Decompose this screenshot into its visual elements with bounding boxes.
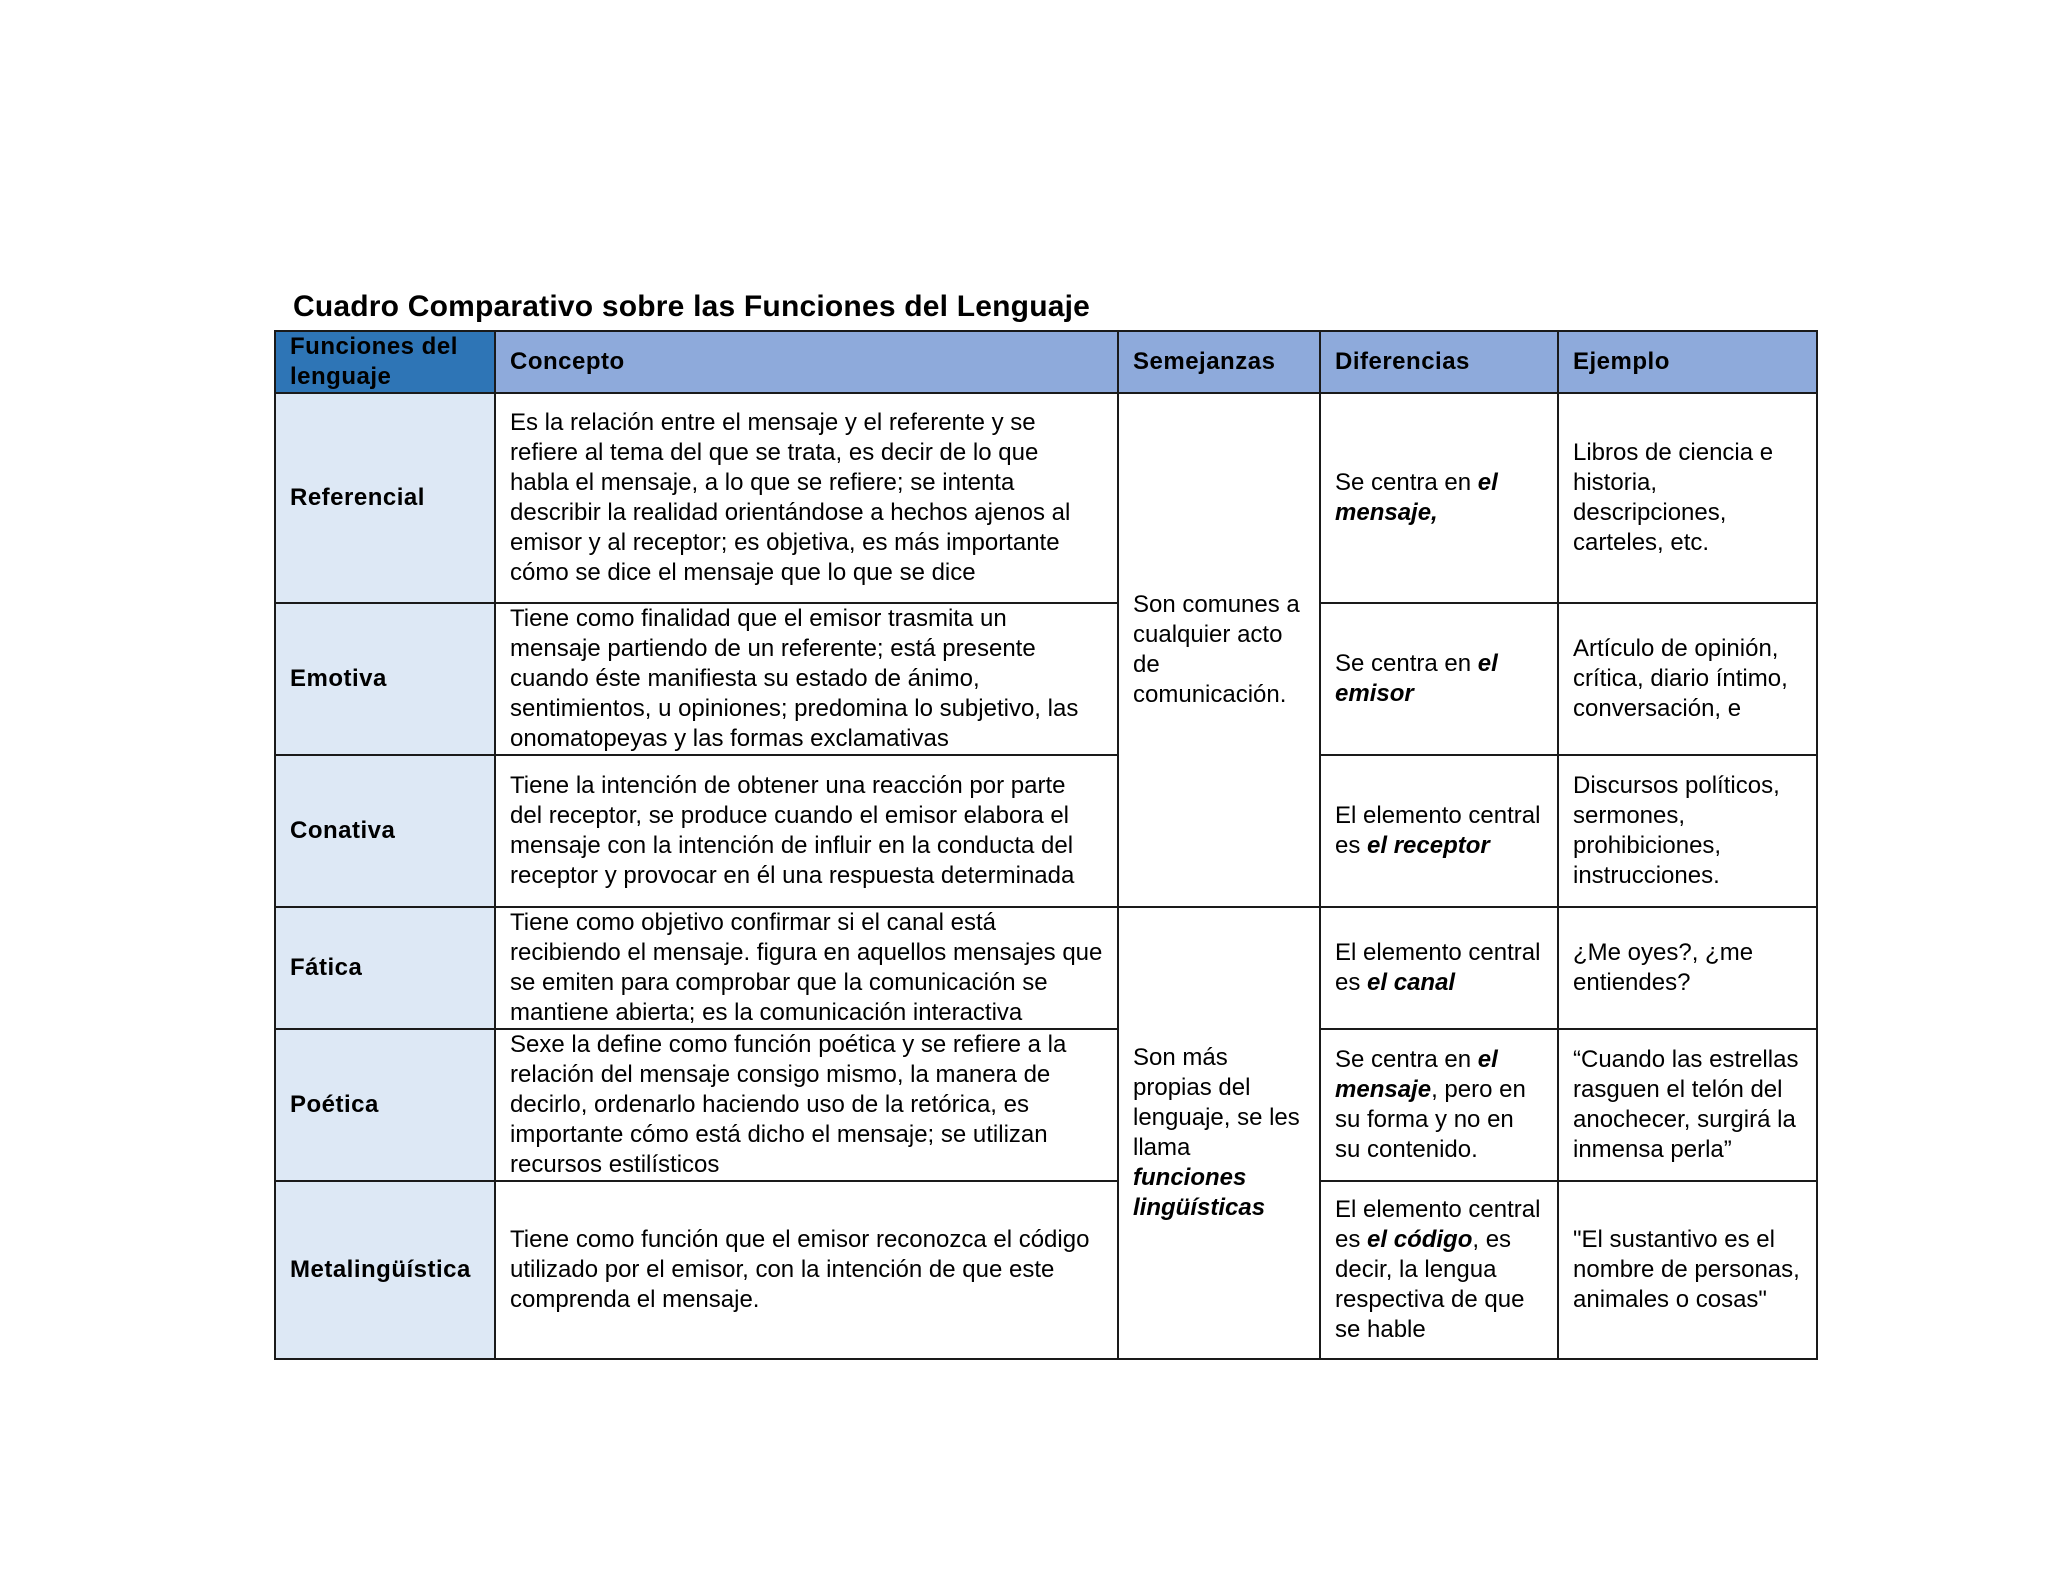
- row-funcion-fatica: Fática: [275, 907, 495, 1029]
- row-funcion-referencial: Referencial: [275, 393, 495, 603]
- table-row: [275, 603, 1817, 755]
- diferencia-emphasis: el código: [1367, 1226, 1473, 1253]
- table-row: [275, 755, 1817, 907]
- row-funcion-emotiva: Emotiva: [275, 603, 495, 755]
- diferencia-emphasis: el receptor: [1367, 832, 1490, 859]
- diferencia-text: Se centra en: [1335, 650, 1472, 677]
- diferencia-text: El elemento central es: [1335, 802, 1541, 859]
- comparison-table: [274, 330, 1818, 1360]
- row-concepto: Tiene la intención de obtener una reacción por parte del receptor, se produce cuando el emisor elabora el mensaje con la intención de influir en la conducta del receptor y provocar en él una respuesta determinada: [495, 755, 1118, 907]
- row-ejemplo: Libros de ciencia e historia, descripciones, carteles, etc.: [1558, 393, 1817, 603]
- table-row: [275, 1181, 1817, 1359]
- header-funciones: Funciones del lenguaje: [275, 331, 495, 393]
- table-row: [275, 393, 1817, 603]
- row-diferencia: [1320, 907, 1558, 1029]
- row-diferencia: [1320, 393, 1558, 603]
- document-title: Cuadro Comparativo sobre las Funciones del Lenguaje: [293, 290, 1091, 323]
- row-concepto: Es la relación entre el mensaje y el referente y se refiere al tema del que se trata, es decir de lo que habla el mensaje, a lo que se refiere; se intenta describir la realidad orientándose a hechos ajenos al emisor y al receptor; es objetiva, es más importante cómo se dice el mensaje que lo que se dice: [495, 393, 1118, 603]
- row-ejemplo: Artículo de opinión, crítica, diario íntimo, conversación, e: [1558, 603, 1817, 755]
- row-ejemplo: Discursos políticos, sermones, prohibiciones, instrucciones.: [1558, 755, 1817, 907]
- header-semejanzas: Semejanzas: [1118, 331, 1320, 393]
- diferencia-emphasis: el emisor: [1335, 650, 1498, 707]
- row-diferencia: [1320, 755, 1558, 907]
- row-funcion-metalinguistica: Metalingüística: [275, 1181, 495, 1359]
- table-row: [275, 907, 1817, 1029]
- semejanzas-emphasis: funciones lingüísticas: [1133, 1164, 1266, 1221]
- diferencia-text-post: , pero en su forma y no en su contenido.: [1335, 1076, 1526, 1163]
- row-diferencia: [1320, 1029, 1558, 1181]
- diferencia-text-post: , es decir, la lengua respectiva de que se hable: [1335, 1226, 1525, 1343]
- diferencia-emphasis: el canal: [1367, 969, 1456, 996]
- row-concepto: Sexe la define como función poética y se refiere a la relación del mensaje consigo mismo, la manera de decirlo, ordenarlo haciendo uso de la retórica, es importante cómo está dicho el mensaje; se utilizan recursos estilísticos: [495, 1029, 1118, 1181]
- row-ejemplo: “Cuando las estrellas rasguen el telón del anochecer, surgirá la inmensa perla”: [1558, 1029, 1817, 1181]
- diferencia-emphasis: el mensaje,: [1335, 469, 1498, 526]
- semejanzas-group-2: [1118, 907, 1320, 1359]
- header-concepto: Concepto: [495, 331, 1118, 393]
- diferencia-text: Se centra en: [1335, 1046, 1472, 1073]
- diferencia-text: El elemento central es: [1335, 939, 1541, 996]
- header-row: [275, 331, 1817, 393]
- row-ejemplo: ¿Me oyes?, ¿me entiendes?: [1558, 907, 1817, 1029]
- row-concepto: Tiene como objetivo confirmar si el canal está recibiendo el mensaje. figura en aquellos mensajes que se emiten para comprobar que la comunicación se mantiene abierta; es la comunicación interactiva: [495, 907, 1118, 1029]
- table-row: [275, 1029, 1817, 1181]
- row-diferencia: [1320, 603, 1558, 755]
- row-concepto: Tiene como finalidad que el emisor trasmita un mensaje partiendo de un referente; está presente cuando éste manifiesta su estado de ánimo, sentimientos, u opiniones; predomina lo subjetivo, las onomatopeyas y las formas exclamativas: [495, 603, 1118, 755]
- semejanzas-text: Son más propias del lenguaje, se les llama: [1133, 1044, 1300, 1161]
- row-funcion-poetica: Poética: [275, 1029, 495, 1181]
- semejanzas-group-1: Son comunes a cualquier acto de comunicación.: [1118, 393, 1320, 907]
- row-diferencia: [1320, 1181, 1558, 1359]
- diferencia-text: El elemento central es: [1335, 1196, 1541, 1253]
- row-concepto: Tiene como función que el emisor reconozca el código utilizado por el emisor, con la intención de que este comprenda el mensaje.: [495, 1181, 1118, 1359]
- header-diferencias: Diferencias: [1320, 331, 1558, 393]
- row-ejemplo: "El sustantivo es el nombre de personas, animales o cosas": [1558, 1181, 1817, 1359]
- row-funcion-conativa: Conativa: [275, 755, 495, 907]
- diferencia-emphasis: el mensaje: [1335, 1046, 1498, 1103]
- diferencia-text: Se centra en: [1335, 469, 1472, 496]
- header-ejemplo: Ejemplo: [1558, 331, 1817, 393]
